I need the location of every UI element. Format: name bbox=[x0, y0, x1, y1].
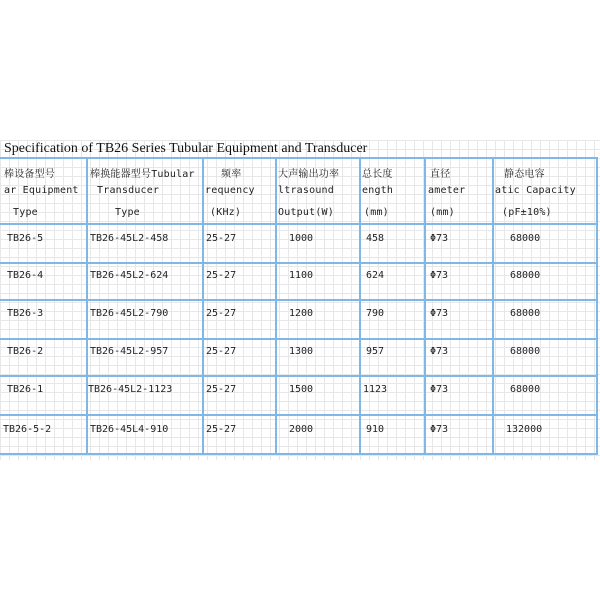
cell-length: 458 bbox=[366, 233, 385, 244]
cell-frequency: 25-27 bbox=[206, 270, 237, 281]
cell-transducer-type: TB26-45L2-458 bbox=[90, 233, 169, 244]
header-equipment-type-en: ar Equipment bbox=[4, 185, 79, 196]
cell-frequency: 25-27 bbox=[206, 308, 237, 319]
header-transducer-type-cn: 棒换能器型号Tubular bbox=[90, 169, 195, 180]
cell-diameter: Φ73 bbox=[430, 308, 449, 319]
header-capacity-unit: (pF±10%) bbox=[502, 207, 552, 218]
header-diameter-cn: 直径 bbox=[430, 169, 451, 180]
cell-frequency: 25-27 bbox=[206, 424, 237, 435]
row-divider bbox=[0, 414, 598, 416]
header-length-en: ength bbox=[362, 185, 394, 196]
header-equipment-type-unit: Type bbox=[13, 207, 38, 218]
header-capacity-en: atic Capacity bbox=[495, 185, 576, 196]
cell-length: 1123 bbox=[363, 384, 388, 395]
column-divider bbox=[202, 157, 204, 455]
header-power-en: ltrasound bbox=[278, 185, 334, 196]
cell-power: 1000 bbox=[289, 233, 314, 244]
cell-capacity: 68000 bbox=[510, 346, 541, 357]
table-border-right bbox=[596, 157, 598, 455]
header-diameter-unit: (mm) bbox=[430, 207, 455, 218]
cell-diameter: Φ73 bbox=[430, 346, 449, 357]
row-divider bbox=[0, 338, 598, 340]
column-divider bbox=[275, 157, 277, 455]
header-length-unit: (mm) bbox=[364, 207, 389, 218]
cell-equipment-type: TB26-5 bbox=[7, 233, 44, 244]
table-border-top bbox=[0, 157, 598, 159]
cell-transducer-type: TB26-45L2-624 bbox=[90, 270, 169, 281]
cell-diameter: Φ73 bbox=[430, 233, 449, 244]
header-transducer-type-en: Transducer bbox=[97, 185, 160, 196]
cell-equipment-type: TB26-1 bbox=[7, 384, 44, 395]
cell-frequency: 25-27 bbox=[206, 384, 237, 395]
cell-transducer-type: TB26-45L4-910 bbox=[90, 424, 169, 435]
cell-transducer-type: TB26-45L2-957 bbox=[90, 346, 169, 357]
column-divider bbox=[492, 157, 494, 455]
row-divider bbox=[0, 375, 598, 377]
cell-power: 1300 bbox=[289, 346, 314, 357]
header-frequency-en: requency bbox=[205, 185, 255, 196]
cell-power: 2000 bbox=[289, 424, 314, 435]
header-power-cn: 大声输出功率 bbox=[278, 169, 340, 180]
header-equipment-type-cn: 棒设备型号 bbox=[4, 169, 55, 180]
header-frequency-cn: 频率 bbox=[221, 169, 242, 180]
spreadsheet bbox=[0, 140, 600, 460]
header-frequency-unit: (KHz) bbox=[210, 207, 242, 218]
column-divider bbox=[359, 157, 361, 455]
cell-frequency: 25-27 bbox=[206, 346, 237, 357]
column-divider bbox=[86, 157, 88, 455]
header-diameter-en: ameter bbox=[428, 185, 466, 196]
table-border-bottom bbox=[0, 453, 598, 455]
cell-capacity: 68000 bbox=[510, 384, 541, 395]
header-power-unit: Output(W) bbox=[278, 207, 334, 218]
header-transducer-type-unit: Type bbox=[115, 207, 140, 218]
cell-diameter: Φ73 bbox=[430, 270, 449, 281]
cell-capacity: 68000 bbox=[510, 308, 541, 319]
cell-equipment-type: TB26-2 bbox=[7, 346, 44, 357]
column-divider bbox=[424, 157, 426, 455]
cell-equipment-type: TB26-4 bbox=[7, 270, 44, 281]
cell-diameter: Φ73 bbox=[430, 424, 449, 435]
cell-power: 1100 bbox=[289, 270, 314, 281]
cell-capacity: 68000 bbox=[510, 233, 541, 244]
cell-length: 910 bbox=[366, 424, 385, 435]
cell-equipment-type: TB26-3 bbox=[7, 308, 44, 319]
cell-length: 957 bbox=[366, 346, 385, 357]
cell-power: 1200 bbox=[289, 308, 314, 319]
cell-equipment-type: TB26-5-2 bbox=[3, 424, 52, 435]
cell-diameter: Φ73 bbox=[430, 384, 449, 395]
table-title: Specification of TB26 Series Tubular Equipment and Transducer bbox=[4, 141, 368, 156]
row-divider bbox=[0, 223, 598, 225]
cell-frequency: 25-27 bbox=[206, 233, 237, 244]
row-divider bbox=[0, 299, 598, 301]
cell-length: 790 bbox=[366, 308, 385, 319]
cell-capacity: 132000 bbox=[506, 424, 543, 435]
header-capacity-cn: 静态电容 bbox=[504, 169, 545, 180]
row-divider bbox=[0, 262, 598, 264]
cell-capacity: 68000 bbox=[510, 270, 541, 281]
cell-power: 1500 bbox=[289, 384, 314, 395]
cell-length: 624 bbox=[366, 270, 385, 281]
header-length-cn: 总长度 bbox=[362, 169, 393, 180]
cell-transducer-type: TB26-45L2-790 bbox=[90, 308, 169, 319]
cell-transducer-type: TB26-45L2-1123 bbox=[88, 384, 173, 395]
